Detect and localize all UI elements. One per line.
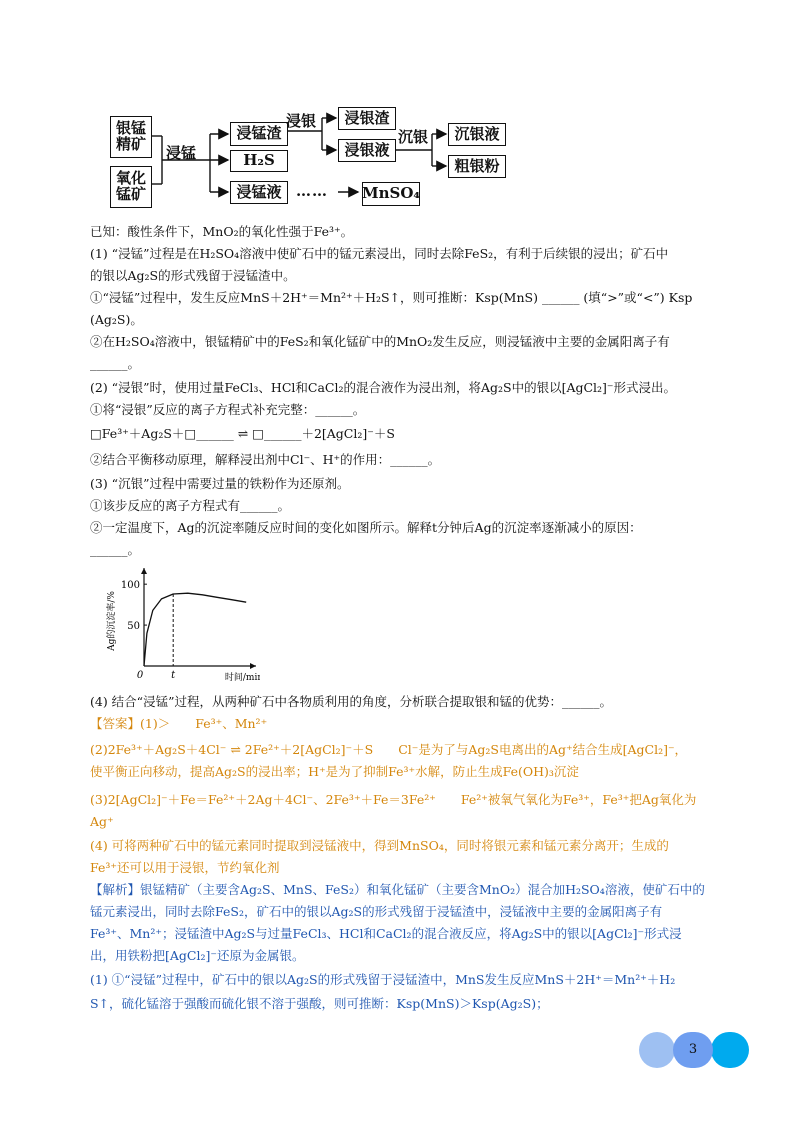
q3-sub1: ①该步反应的离子方程式有______。 xyxy=(90,498,291,513)
y-axis-arrow xyxy=(141,568,147,574)
x-axis-arrow xyxy=(250,663,256,669)
mnso4-box: MnSO₄ xyxy=(362,182,420,206)
ag-residue-box: 浸银渣 xyxy=(338,107,396,130)
x-tick-label-t: t xyxy=(171,670,176,681)
answer-line-4: (3)2[AgCl₂]⁻＋Fe＝Fe²⁺＋2Ag＋4Cl⁻、2Fe³⁺＋Fe＝3Fe²⁺ Fe²⁺被氧气氧化为Fe³⁺，Fe³⁺把Ag氧化为 xyxy=(90,792,697,807)
badge-circle-right xyxy=(711,1032,749,1068)
answer-line-5: Ag⁺ xyxy=(90,814,114,829)
ag-leachate-box: 浸银液 xyxy=(338,139,396,162)
answer-line-1: 【答案】(1)＞ Fe³⁺、Mn²⁺ xyxy=(90,716,268,731)
q3-stem: (3) “沉银”过程中需要过量的铁粉作为还原剂。 xyxy=(90,476,350,491)
q3-sub2-blank: ______。 xyxy=(90,542,141,557)
analysis-line-6: S↑，硫化锰溶于强酸而硫化银不溶于强酸，则可推断：Ksp(MnS)＞Ksp(Ag₂S)； xyxy=(90,996,549,1011)
dots-label: …… xyxy=(296,182,328,200)
q3-sub2: ②一定温度下，Ag的沉淀率随反应时间的变化如图所示。解释t分钟后Ag的沉淀率逐渐减小的原因： xyxy=(90,520,642,535)
ag-precipitation-chart xyxy=(100,566,260,684)
q1-sub1-cont: (Ag₂S)。 xyxy=(90,312,143,327)
mn-leachate-box: 浸锰液 xyxy=(230,181,288,204)
q1-sub2-blank: ______。 xyxy=(90,356,141,371)
analysis-line-4: 出，用铁粉把[AgCl₂]⁻还原为金属银。 xyxy=(90,948,305,963)
x-tick-label-origin: 0 xyxy=(136,670,144,681)
x-axis-label: 时间/min xyxy=(224,673,260,683)
h2s-box: H₂S xyxy=(230,150,288,172)
step-precipitate-ag-label: 沉银 xyxy=(398,128,429,146)
analysis-line-3: Fe³⁺、Mn²⁺；浸锰渣中Ag₂S与过量FeCl₃、HCl和CaCl₂的混合液反应，将Ag₂S中的银以[AgCl₂]⁻形式浸 xyxy=(90,926,682,941)
q1-sub1: ①“浸锰”过程中，发生反应MnS＋2H⁺＝Mn²⁺＋H₂S↑，则可推断：Ksp(MnS) ______ (填“>”或“<”) Ksp xyxy=(90,290,693,305)
q2-sub1: ①将“浸银”反应的离子方程式补充完整：______。 xyxy=(90,402,366,417)
answer-line-6: (4) 可将两种矿石中的锰元素同时提取到浸锰液中，得到MnSO₄，同时将银元素和锰元素分离开；生成的 xyxy=(90,838,669,853)
q1-sub2: ②在H₂SO₄溶液中，银锰精矿中的FeS₂和氧化锰矿中的MnO₂发生反应，则浸锰液中主要的金属阳离子有 xyxy=(90,334,670,349)
answer-line-7: Fe³⁺还可以用于浸银，节约氧化剂 xyxy=(90,860,280,875)
page-number: 3 xyxy=(688,1042,698,1057)
page-number-badge xyxy=(639,1032,749,1068)
analysis-line-2: 锰元素浸出，同时去除FeS₂，矿石中的银以Ag₂S的形式残留于浸锰渣中，浸锰液中主要的金属阳离子有 xyxy=(90,904,663,919)
ore2-box: 氧化锰矿 xyxy=(110,166,152,208)
q4-stem: (4) 结合“浸锰”过程，从两种矿石中各物质利用的角度，分析联合提取银和锰的优势：______。 xyxy=(90,694,612,709)
answer-line-2: (2)2Fe³⁺＋Ag₂S＋4Cl⁻ ⇌ 2Fe²⁺＋2[AgCl₂]⁻＋S Cl⁻是为了与Ag₂S电离出的Ag⁺结合生成[AgCl₂]⁻， xyxy=(90,742,688,757)
given-condition: 已知：酸性条件下，MnO₂的氧化性强于Fe³⁺。 xyxy=(90,224,354,239)
series-line xyxy=(144,593,246,666)
y-axis-label: Ag的沉淀率/% xyxy=(107,591,117,651)
analysis-line-1: 【解析】银锰精矿（主要含Ag₂S、MnS、FeS₂）和氧化锰矿（主要含MnO₂）混合加H₂SO₄溶液，使矿石中的 xyxy=(90,882,705,897)
y-tick-label: 50 xyxy=(127,621,140,633)
ag-filtrate-box: 沉银液 xyxy=(448,123,506,146)
q1-stem-cont: 的银以Ag₂S的形式残留于浸锰渣中。 xyxy=(90,268,296,283)
crude-ag-powder-box: 粗银粉 xyxy=(448,155,506,178)
step-leach-ag-label: 浸银 xyxy=(286,112,317,130)
q2-sub2: ②结合平衡移动原理，解释浸出剂中Cl⁻、H⁺的作用：______。 xyxy=(90,452,441,467)
q2-equation: □Fe³⁺＋Ag₂S＋□______ ⇌ □______＋2[AgCl₂]⁻＋S xyxy=(90,426,395,441)
y-tick-label: 100 xyxy=(120,580,140,592)
q2-stem: (2) “浸银”时，使用过量FeCl₃、HCl和CaCl₂的混合液作为浸出剂，将Ag₂S中的银以[AgCl₂]⁻形式浸出。 xyxy=(90,380,677,395)
answer-line-3: 使平衡正向移动，提高Ag₂S的浸出率；H⁺是为了抑制Fe³⁺水解，防止生成Fe(OH)₃沉淀 xyxy=(90,764,579,779)
ore1-box: 银锰精矿 xyxy=(110,116,152,158)
mn-residue-box: 浸锰渣 xyxy=(230,122,288,146)
analysis-line-5: (1) ①“浸锰”过程中，矿石中的银以Ag₂S的形式残留于浸锰渣中，MnS发生反应MnS＋2H⁺＝Mn²⁺＋H₂ xyxy=(90,972,676,987)
badge-circle-left xyxy=(639,1032,675,1068)
step-leach-mn-label: 浸锰 xyxy=(166,144,197,162)
chart-svg xyxy=(100,566,260,684)
process-flowchart xyxy=(110,104,530,214)
q1-stem: (1) “浸锰”过程是在H₂SO₄溶液中使矿石中的锰元素浸出，同时去除FeS₂，有利于后续银的浸出；矿石中 xyxy=(90,246,669,261)
